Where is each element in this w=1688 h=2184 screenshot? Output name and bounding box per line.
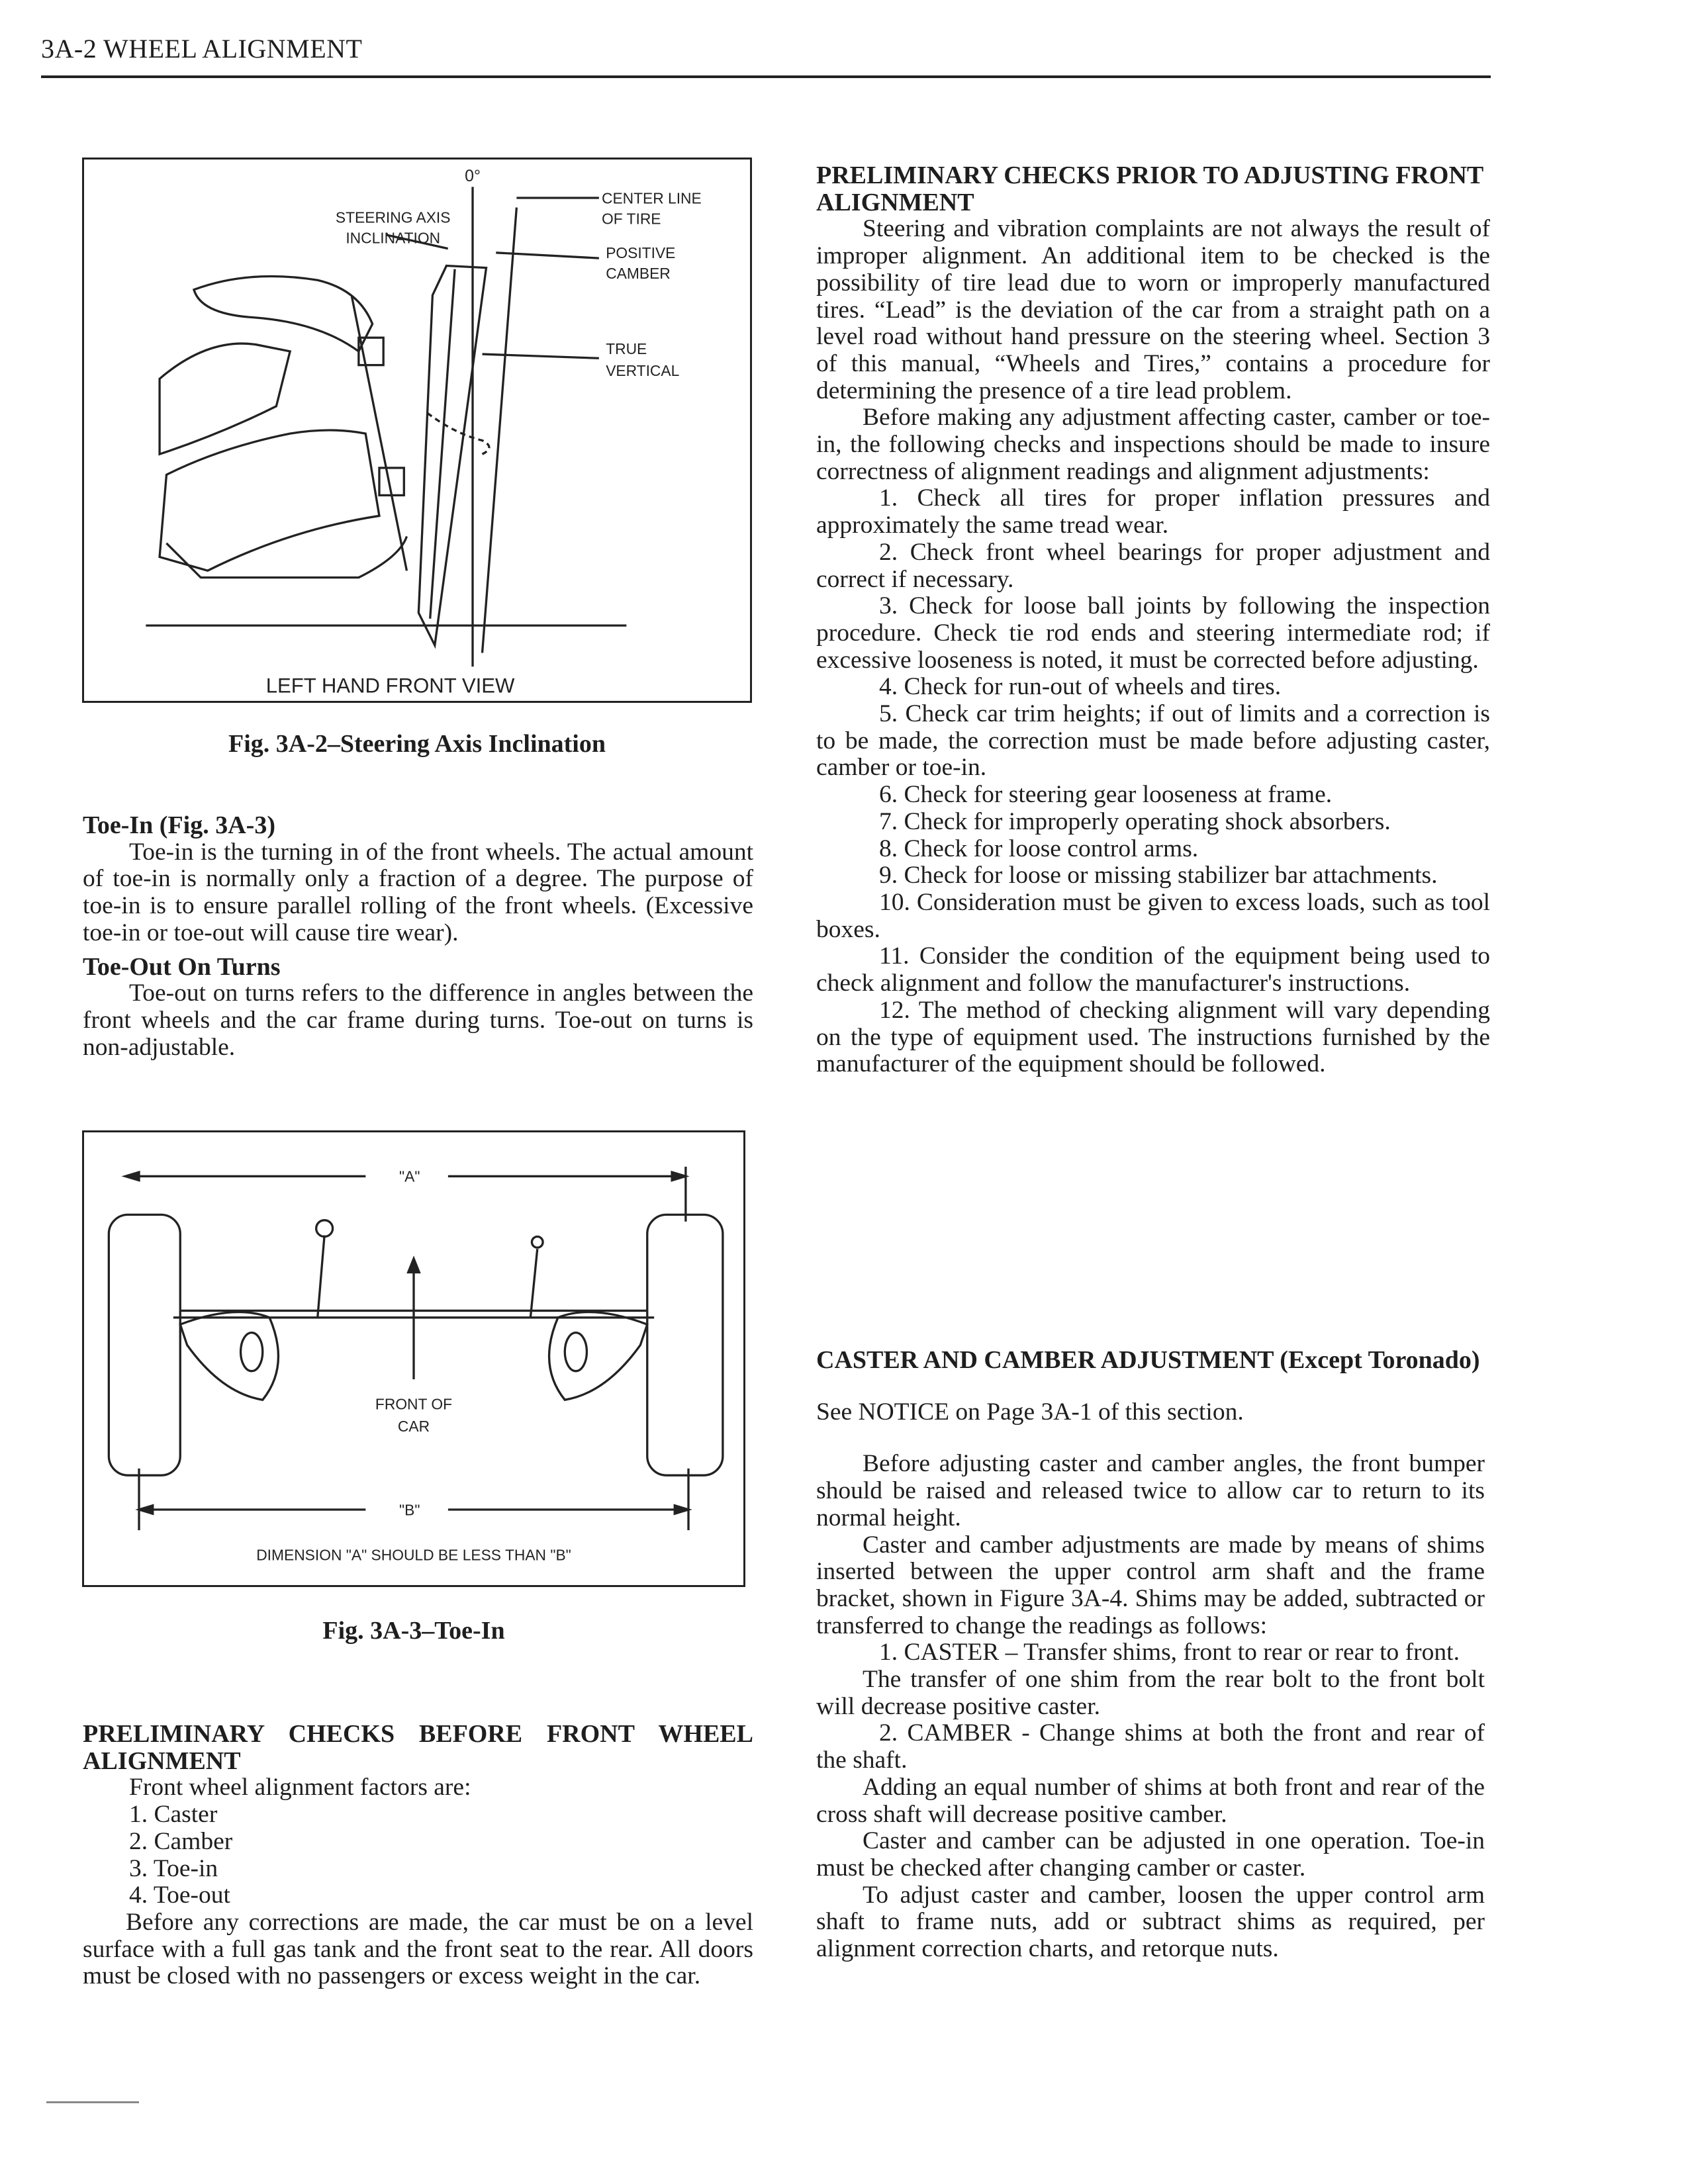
factor-item: 1. Caster <box>129 1801 218 1829</box>
steering-axis-label: STEERING AXIS <box>335 208 451 226</box>
dimension-note: DIMENSION "A" SHOULD BE LESS THAN "B" <box>256 1546 571 1564</box>
prior-heading: PRELIMINARY CHECKS PRIOR TO ADJUSTING FRONT ALIGNMENT <box>816 161 1483 216</box>
vertical-label: VERTICAL <box>606 362 680 380</box>
prelim-intro: Front wheel alignment factors are: <box>129 1774 471 1801</box>
right-column-top <box>816 162 1490 1078</box>
toe-in-heading: Toe-In (Fig. 3A-3) <box>83 811 275 839</box>
header-rule <box>41 75 1491 78</box>
true-label: TRUE <box>606 340 647 358</box>
prior-paragraph-2: Before making any adjustment affecting caster, camber or toe-in, the following checks and inspections should be made to insure correctness of alignment readings and alignment adjustments: <box>816 404 1490 485</box>
check-item: 6. Check for steering gear looseness at frame. <box>879 781 1333 809</box>
prior-paragraph-1: Steering and vibration complaints are not always the result of improper alignment. An additional item to be checked is the possibility of tire lead due to worn or improperly manufactured tires. “Lead” is the deviation of the car from a straight path on a level road without hand pressure on the steering wheel. Section 3 of this manual, “Wheels and Tires,” contains a procedure for determining the presence of a tire lead problem. <box>816 215 1490 404</box>
caster-paragraph-1: Before adjusting caster and camber angles, the front bumper should be raised and released twice to allow car to return to its normal height. <box>816 1450 1485 1531</box>
view-label: LEFT HAND FRONT VIEW <box>265 674 515 698</box>
center-line-label: CENTER LINE <box>601 189 702 207</box>
check-item: 5. Check car trim heights; if out of limits and a correction is to be made, the correction must be made before adjusting caster, camber or toe-in. <box>816 700 1490 782</box>
caster-item: 1. CASTER – Transfer shims, front to rear or rear to front. <box>879 1639 1460 1666</box>
check-item: 3. Check for loose ball joints by following the inspection procedure. Check tie rod ends and steering intermediate rod; if excessive looseness is noted, it must be corrected before adjusting. <box>816 592 1490 674</box>
figure1-caption: Fig. 3A-2–Steering Axis Inclination <box>228 730 606 758</box>
caster-camber-heading: CASTER AND CAMBER ADJUSTMENT (Except Toronado) <box>816 1346 1480 1374</box>
steering-axis-diagram <box>84 159 750 701</box>
factor-item: 2. Camber <box>129 1827 233 1855</box>
prelim-text: Before any corrections are made, the car must be on a level surface with a full gas tank and the front seat to the rear. All doors must be closed with no passengers or excess weight in the car. <box>83 1908 753 1990</box>
factor-item: 3. Toe-in <box>129 1854 218 1882</box>
check-item: 8. Check for loose control arms. <box>879 835 1199 862</box>
check-item: 10. Consideration must be given to excess loads, such as tool boxes. <box>816 888 1490 943</box>
left-column-bottom <box>83 1721 753 1990</box>
prelim-before-heading: PRELIMINARY CHECKS BEFORE FRONT WHEEL ALIGNMENT <box>83 1720 753 1775</box>
check-item: 2. Check front wheel bearings for proper adjustment and correct if necessary. <box>816 538 1490 593</box>
final-adjust-text: To adjust caster and camber, loosen the upper control arm shaft to frame nuts, add or subtract shims as required, per alignment correction charts, and retorque nuts. <box>816 1881 1485 1963</box>
left-column-top <box>83 812 753 1061</box>
page-header: 3A-2 WHEEL ALIGNMENT <box>41 34 363 64</box>
of-tire-label: OF TIRE <box>601 210 661 228</box>
camber-item-text: Adding an equal number of shims at both front and rear of the cross shaft will decrease positive camber. <box>816 1773 1485 1828</box>
front-of-label: FRONT OF <box>375 1395 453 1413</box>
factor-item: 4. Toe-out <box>129 1882 230 1909</box>
page-edge-mark <box>46 2101 139 2103</box>
camber-item: 2. CAMBER - Change shims at both the front and rear of the shaft. <box>816 1719 1485 1774</box>
check-item: 12. The method of checking alignment will vary depending on the type of equipment used. The instructions furnished by the manufacturer of the equipment should be followed. <box>816 996 1490 1078</box>
inclination-label: INCLINATION <box>346 229 441 247</box>
toe-in-text: Toe-in is the turning in of the front wheels. The actual amount of toe-in is normally only a fraction of a degree. The purpose of toe-in is to ensure parallel rolling of the front wheels. (Excessive toe-in or toe-out will cause tire wear). <box>83 838 753 946</box>
caster-paragraph-2: Caster and camber adjustments are made by means of shims inserted between the upper control arm shaft and the frame bracket, shown in Figure 3A-4. Shims may be added, subtracted or transferred to change the readings as follows: <box>816 1531 1485 1639</box>
dimension-a-label: "A" <box>399 1167 420 1185</box>
dimension-b-label: "B" <box>399 1501 420 1519</box>
positive-label: POSITIVE <box>606 244 676 262</box>
caster-item-text: The transfer of one shim from the rear bolt to the front bolt will decrease positive caster. <box>816 1666 1485 1720</box>
check-item: 7. Check for improperly operating shock absorbers. <box>879 807 1391 835</box>
car-label: CAR <box>397 1417 430 1435</box>
check-item: 9. Check for loose or missing stabilizer bar attachments. <box>879 862 1438 889</box>
figure-toe-in <box>82 1130 745 1587</box>
zero-degree-label: 0° <box>465 167 481 186</box>
toe-in-diagram <box>84 1132 743 1585</box>
check-item: 4. Check for run-out of wheels and tires. <box>879 673 1282 701</box>
check-item: 1. Check all tires for proper inflation pressures and approximately the same tread wear. <box>816 484 1490 539</box>
notice-text: See NOTICE on Page 3A-1 of this section. <box>816 1398 1244 1426</box>
check-item: 11. Consider the condition of the equipment being used to check alignment and follow the manufacturer's instructions. <box>816 942 1490 997</box>
camber-label: CAMBER <box>606 265 671 283</box>
figure-steering-axis-inclination <box>82 158 752 703</box>
toe-out-heading: Toe-Out On Turns <box>83 952 281 981</box>
figure2-caption: Fig. 3A-3–Toe-In <box>322 1617 505 1645</box>
toe-out-text: Toe-out on turns refers to the difference in angles between the front wheels and the car frame during turns. Toe-out on turns is non-adjustable. <box>83 979 753 1061</box>
right-column-bottom <box>816 1347 1485 1963</box>
one-operation-text: Caster and camber can be adjusted in one operation. Toe-in must be checked after changing camber or caster. <box>816 1827 1485 1882</box>
